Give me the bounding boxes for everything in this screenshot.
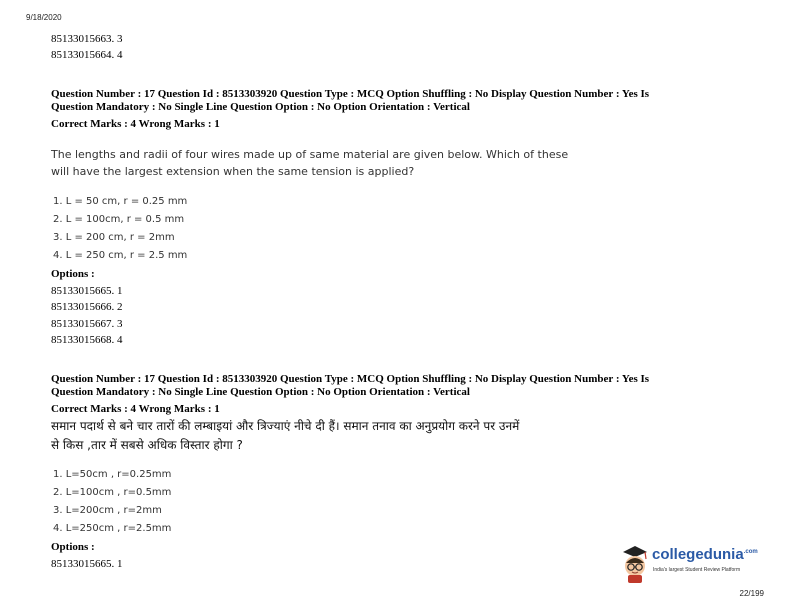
option-id-1: 85133015665. 1	[51, 285, 123, 297]
option-id-4: 85133015668. 4	[51, 334, 123, 346]
choice-hi-4: 4. L=250cm , r=2.5mm	[53, 523, 172, 534]
logo-suffix: .com	[743, 549, 758, 555]
question-hi-meta-line2: Question Mandatory : No Single Line Question Option : No Option Orientation : Vertical	[51, 386, 470, 398]
option-id-3: 85133015667. 3	[51, 318, 123, 330]
option-id-2: 85133015666. 2	[51, 301, 123, 313]
choice-1: 1. L = 50 cm, r = 0.25 mm	[53, 196, 188, 207]
question-hi-text-line2: से किस ,तार में सबसे अधिक विस्तार होगा ?	[51, 438, 243, 452]
choice-2: 2. L = 100cm, r = 0.5 mm	[53, 214, 185, 225]
options-hi-label: Options :	[51, 541, 95, 553]
question-meta-line2: Question Mandatory : No Single Line Question Option : No Option Orientation : Vertical	[51, 101, 470, 113]
question-hi-text-line1: समान पदार्थ से बने चार तारों की लम्बाइयां और त्रिज्याएं नीचे दी हैं। समान तनाव का अनुप्रयोग करने पर उनमें	[51, 419, 520, 433]
choice-hi-2: 2. L=100cm , r=0.5mm	[53, 487, 172, 498]
question-marks: Correct Marks : 4 Wrong Marks : 1	[51, 118, 220, 130]
logo-tagline: India's largest Student Review Platform	[653, 567, 741, 573]
option-hi-id-1: 85133015665. 1	[51, 558, 123, 570]
choice-hi-3: 3. L=200cm , r=2mm	[53, 505, 162, 516]
choice-hi-1: 1. L=50cm , r=0.25mm	[53, 469, 172, 480]
print-date: 9/18/2020	[26, 13, 62, 22]
question-meta-line1: Question Number : 17 Question Id : 8513303920 Question Type : MCQ Option Shuffling : No Display Question Number : Yes Is	[51, 88, 650, 100]
choice-4: 4. L = 250 cm, r = 2.5 mm	[53, 250, 188, 261]
question-hi-meta-line1: Question Number : 17 Question Id : 8513303920 Question Type : MCQ Option Shuffling : No Display Question Number : Yes Is	[51, 373, 650, 385]
prev-option-3: 85133015663. 3	[51, 33, 123, 45]
question-text-line2: will have the largest extension when the same tension is applied?	[51, 165, 415, 178]
question-hi-marks: Correct Marks : 4 Wrong Marks : 1	[51, 403, 220, 415]
mascot-icon	[620, 544, 650, 584]
logo-name: collegedunia	[652, 546, 744, 563]
page-number: 22/199	[739, 589, 764, 598]
prev-option-4: 85133015664. 4	[51, 49, 123, 61]
question-text-line1: The lengths and radii of four wires made up of same material are given below. Which of these	[51, 148, 569, 161]
options-label: Options :	[51, 268, 95, 280]
collegedunia-logo	[620, 544, 760, 584]
choice-3: 3. L = 200 cm, r = 2mm	[53, 232, 175, 243]
